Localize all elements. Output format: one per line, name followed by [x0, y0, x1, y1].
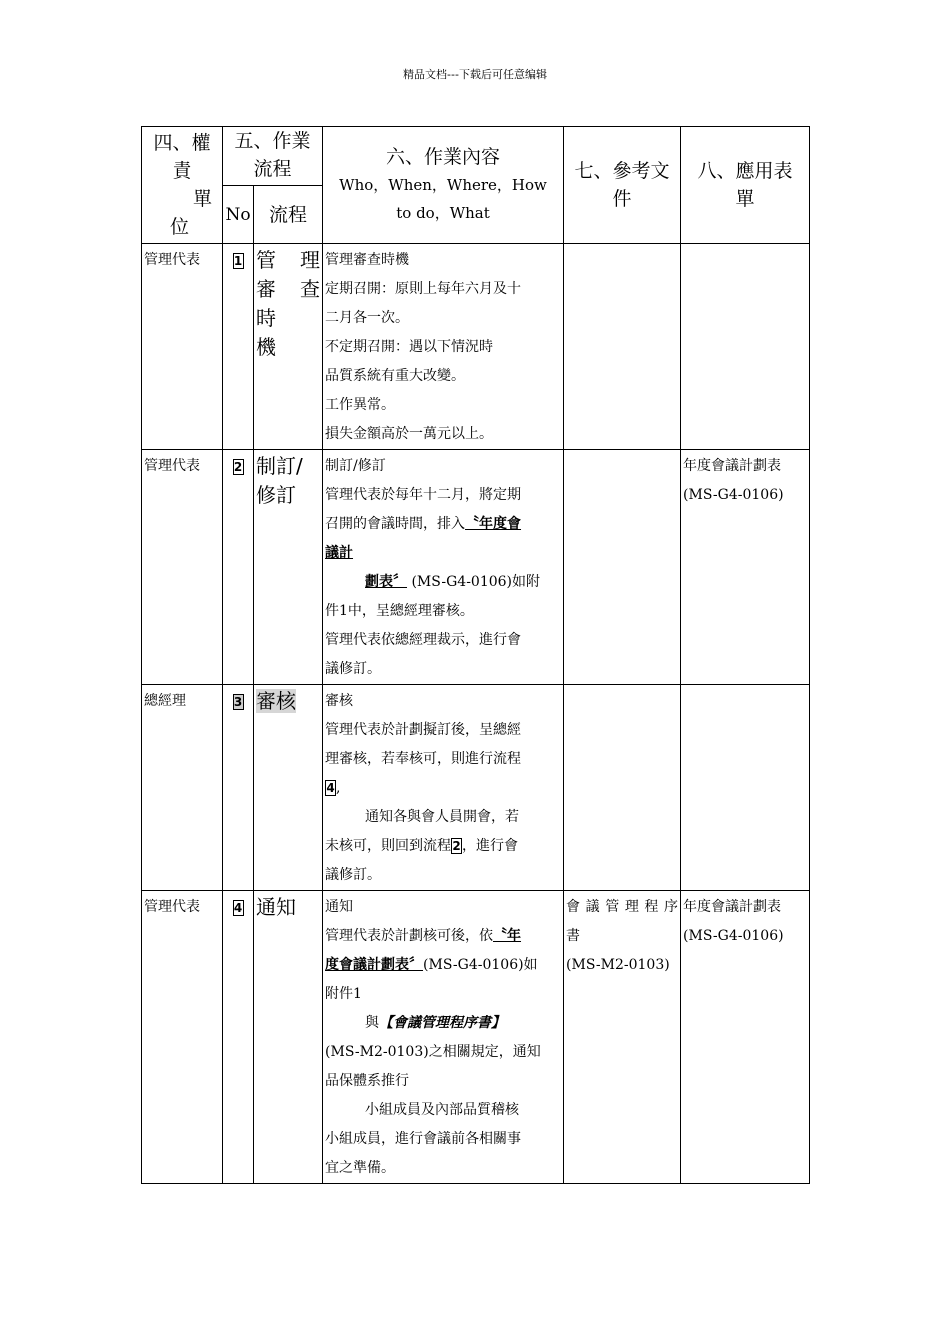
row3-unit: 總經理 [142, 685, 223, 891]
row2-reference [564, 450, 681, 685]
row2-content [323, 450, 564, 685]
row3-no [223, 685, 254, 891]
row2-no [223, 450, 254, 685]
content-line: 通知 [325, 899, 354, 915]
row1-forms [681, 244, 810, 450]
step-ref-box: 2 [452, 839, 461, 853]
row3-reference [564, 685, 681, 891]
reference-name: 會議管理程序 [566, 899, 679, 915]
form-link-text: 〝年 [493, 928, 522, 944]
step-number-box: 2 [233, 460, 243, 474]
row4-unit: 管理代表 [142, 891, 223, 1184]
row1-content [323, 244, 564, 450]
content-line [325, 568, 561, 597]
header-reference-line2: 件 [612, 188, 632, 210]
step-ref-box: 4 [326, 781, 335, 795]
content-line: 不定期召開：遇以下情況時 [325, 339, 494, 355]
header-content-sub2: to do，What [396, 204, 490, 222]
row3-flow [254, 685, 323, 891]
header-col4-line4: 位 [170, 216, 190, 238]
reference-code: (MS-M2-0103) [566, 957, 670, 973]
content-line: 宜之準備。 [325, 1160, 396, 1176]
header-forms [681, 127, 810, 244]
header-content-sub1: Who，When，Where，How [339, 176, 547, 194]
header-col4-line1: 四、權 [153, 132, 211, 154]
content-line: 通知各與會人員開會，若 [365, 809, 520, 825]
content-line [325, 922, 561, 951]
content-text: (MS-G4-0106)如附 [411, 574, 541, 590]
content-line [325, 510, 561, 539]
header-forms-line1: 八、應用表 [697, 160, 793, 182]
row1-unit: 管理代表 [142, 244, 223, 450]
header-reference-line1: 七、參考文 [574, 160, 670, 182]
content-line: 品保體系推行 [325, 1073, 410, 1089]
step-number-box: 1 [233, 254, 243, 268]
flow-line: 管 理 [256, 248, 321, 272]
row3-forms [681, 685, 810, 891]
row1-no [223, 244, 254, 450]
content-line: 小組成員及內部品質稽核 [365, 1102, 520, 1118]
header-responsible-unit [142, 127, 223, 244]
table-row [142, 244, 810, 450]
header-col4-line3: 單 [192, 188, 212, 210]
content-line: 品質系統有重大改變。 [325, 368, 466, 384]
content-line: 管理代表於每年十二月，將定期 [325, 487, 522, 503]
row4-flow [254, 891, 323, 1184]
form-code: (MS-G4-0106) [683, 487, 784, 503]
row4-no [223, 891, 254, 1184]
content-line: 附件1 [325, 986, 362, 1002]
content-line [325, 832, 561, 861]
content-text: (MS-G4-0106)如 [423, 957, 538, 973]
content-text: , [336, 780, 341, 796]
header-flow [223, 127, 323, 186]
content-line: 議修訂。 [325, 661, 382, 677]
table-row [142, 891, 810, 1184]
content-line [325, 1009, 561, 1038]
procedure-table [141, 126, 810, 1184]
header-flow-sub: 流程 [254, 186, 323, 244]
flow-line: 審 查 [256, 277, 321, 301]
content-text: 未核可，則回到流程 [325, 838, 452, 854]
header-flow-line1: 五、作業 [234, 130, 311, 152]
flow-line [256, 687, 320, 716]
step-number-box: 4 [233, 901, 243, 915]
content-line: 管理審查時機 [325, 252, 410, 268]
form-name: 年度會議計劃表 [683, 458, 782, 474]
flow-line: 修訂 [256, 483, 296, 507]
form-link-text: 議計 [325, 545, 354, 561]
row2-unit: 管理代表 [142, 450, 223, 685]
form-name: 年度會議計劃表 [683, 899, 782, 915]
step-number-box: 3 [233, 695, 243, 709]
header-content [323, 127, 564, 244]
form-code: (MS-G4-0106) [683, 928, 784, 944]
flow-line: 制訂/ [256, 454, 303, 478]
content-line: 小組成員，進行會議前各相關事 [325, 1131, 522, 1147]
content-line: 管理代表於計劃擬訂後，呈總經 [325, 722, 522, 738]
procedure-doc-text: 【會議管理程序書】 [379, 1015, 506, 1031]
content-line: 定期召開：原則上每年六月及十 [325, 281, 522, 297]
flow-line: 通知 [256, 895, 296, 919]
content-line: 審核 [325, 693, 354, 709]
content-text: ，進行會 [462, 838, 519, 854]
content-line: 工作異常。 [325, 397, 396, 413]
content-line: (MS-M2-0103)之相關規定，通知 [325, 1044, 541, 1060]
row1-reference [564, 244, 681, 450]
flow-line: 機 [256, 335, 276, 359]
content-line: 件1中，呈總經理審核。 [325, 603, 474, 619]
content-line [325, 774, 561, 803]
content-line: 二月各一次。 [325, 310, 410, 326]
content-line: 理審核，若奉核可，則進行流程 [325, 751, 522, 767]
content-text: 管理代表於計劃核可後，依 [325, 928, 494, 944]
flow-line: 時 [256, 306, 276, 330]
content-line: 制訂/修訂 [325, 458, 386, 474]
header-no: No [223, 186, 254, 244]
header-forms-line2: 單 [735, 188, 755, 210]
content-line: 管理代表依總經理裁示，進行會 [325, 632, 522, 648]
row2-flow [254, 450, 323, 685]
row4-reference [564, 891, 681, 1184]
form-link-text: 劃表〞 [365, 574, 408, 590]
table-row [142, 685, 810, 891]
page-header: 精品文档---下载后可任意编辑 [403, 68, 547, 81]
content-text: 與 [365, 1015, 380, 1031]
header-flow-line2: 流程 [253, 158, 292, 180]
form-link-text: 〝年度會 [465, 516, 522, 532]
form-link-text: 度會議計劃表〞 [325, 957, 424, 973]
header-col4-line2: 責 [172, 160, 192, 182]
header-content-title: 六、作業內容 [386, 146, 501, 168]
header-reference [564, 127, 681, 244]
row3-content [323, 685, 564, 891]
content-line [325, 951, 561, 980]
flow-text: 審核 [256, 689, 296, 713]
row1-flow [254, 244, 323, 450]
content-text: 召開的會議時間，排入 [325, 516, 466, 532]
table-row [142, 450, 810, 685]
content-line: 損失金額高於一萬元以上。 [325, 426, 494, 442]
content-line: 議修訂。 [325, 867, 382, 883]
row2-forms [681, 450, 810, 685]
reference-name-cont: 書 [566, 928, 581, 944]
row4-content [323, 891, 564, 1184]
row4-forms [681, 891, 810, 1184]
